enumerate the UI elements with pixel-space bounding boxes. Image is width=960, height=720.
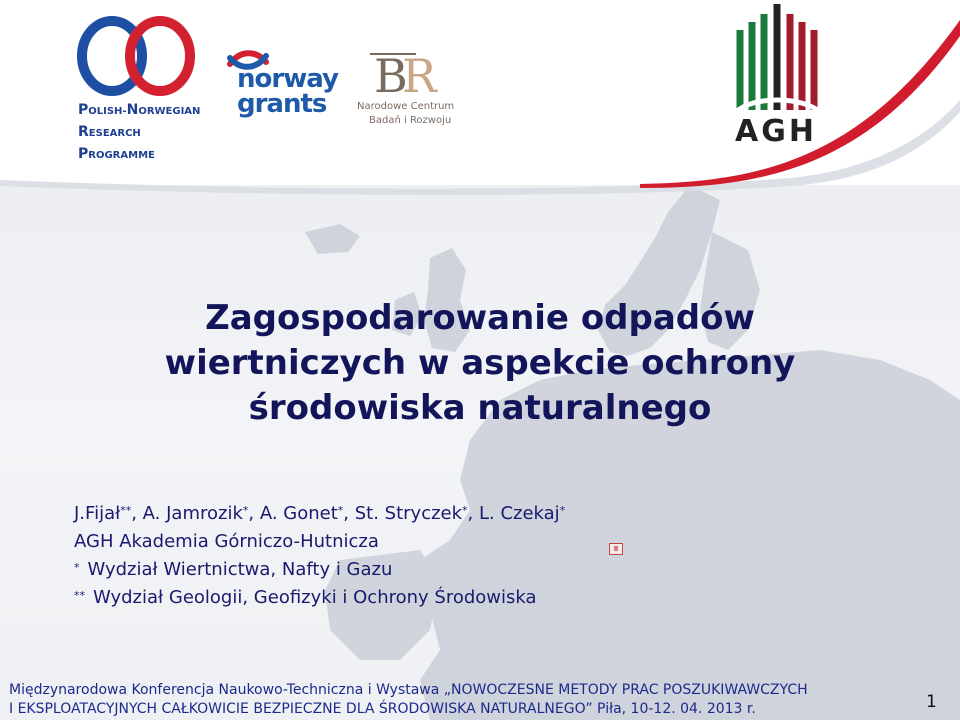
- author-fijal: J.Fijał: [74, 503, 121, 524]
- polish-norwegian-logo-text: POLISH-NORWEGIAN RESEARCH PROGRAMME: [78, 102, 201, 162]
- map-marker-dot: [614, 546, 618, 551]
- map-iceland: [305, 224, 360, 254]
- university-name: AGH Akademia Górniczo-Hutnicza: [74, 531, 379, 552]
- affiliation-2: [74, 584, 894, 612]
- author-stryczek-marker: *: [462, 504, 468, 517]
- ncbr-text-line2: Badań i Rozwoju: [369, 115, 452, 126]
- affiliation-1-marker: *: [74, 561, 80, 574]
- affiliation-1: [74, 556, 894, 584]
- author-stryczek: , St. Stryczek: [343, 503, 463, 524]
- norway-grants-word-norway: norway: [237, 64, 338, 94]
- slide-title: [60, 296, 900, 431]
- footer-line-1: Międzynarodowa Konferencja Naukowo-Techniczna i Wystawa „NOWOCZESNE METODY PRAC POSZUKIWAWCZYCH: [9, 682, 808, 698]
- norway-grants-word-grants: grants: [237, 89, 327, 119]
- authors-block: [74, 500, 894, 612]
- affiliation-1-text: Wydział Wiertnictwa, Nafty i Gazu: [87, 559, 393, 580]
- title-line-3: środowiska naturalnego: [248, 388, 712, 428]
- svg-text:R: R: [402, 49, 437, 103]
- affiliation-2-marker: **: [74, 589, 85, 602]
- affiliation-2-text: Wydział Geologii, Geofizyki i Ochrony Środowiska: [93, 587, 537, 608]
- author-gonet: , A. Gonet: [248, 503, 338, 524]
- author-jamrozik: , A. Jamrozik: [131, 503, 243, 524]
- author-jamrozik-marker: *: [242, 504, 249, 517]
- page-number: 1: [926, 692, 937, 712]
- agh-logo-text: AGH: [735, 114, 817, 149]
- agh-logo: [732, 0, 827, 115]
- footer-line-2: I EKSPLOATACYJNYCH CAŁKOWICIE BEZPIECZNE DLA ŚRODOWISKA NATURALNEGO” Piła, 10-12. 04. 2013 r.: [9, 701, 756, 717]
- svg-text:B: B: [374, 49, 408, 103]
- author-czekaj: , L. Czekaj: [467, 503, 560, 524]
- title-line-1: Zagospodarowanie odpadów: [205, 298, 755, 338]
- ncbr-text-line1: Narodowe Centrum: [357, 101, 455, 112]
- conference-footer: [9, 681, 939, 719]
- author-gonet-marker: *: [337, 504, 344, 517]
- author-czekaj-marker: *: [559, 504, 566, 517]
- title-line-2: wiertniczych w aspekcie ochrony: [164, 343, 796, 383]
- author-fijal-marker: **: [120, 504, 132, 517]
- author-list: [74, 500, 894, 528]
